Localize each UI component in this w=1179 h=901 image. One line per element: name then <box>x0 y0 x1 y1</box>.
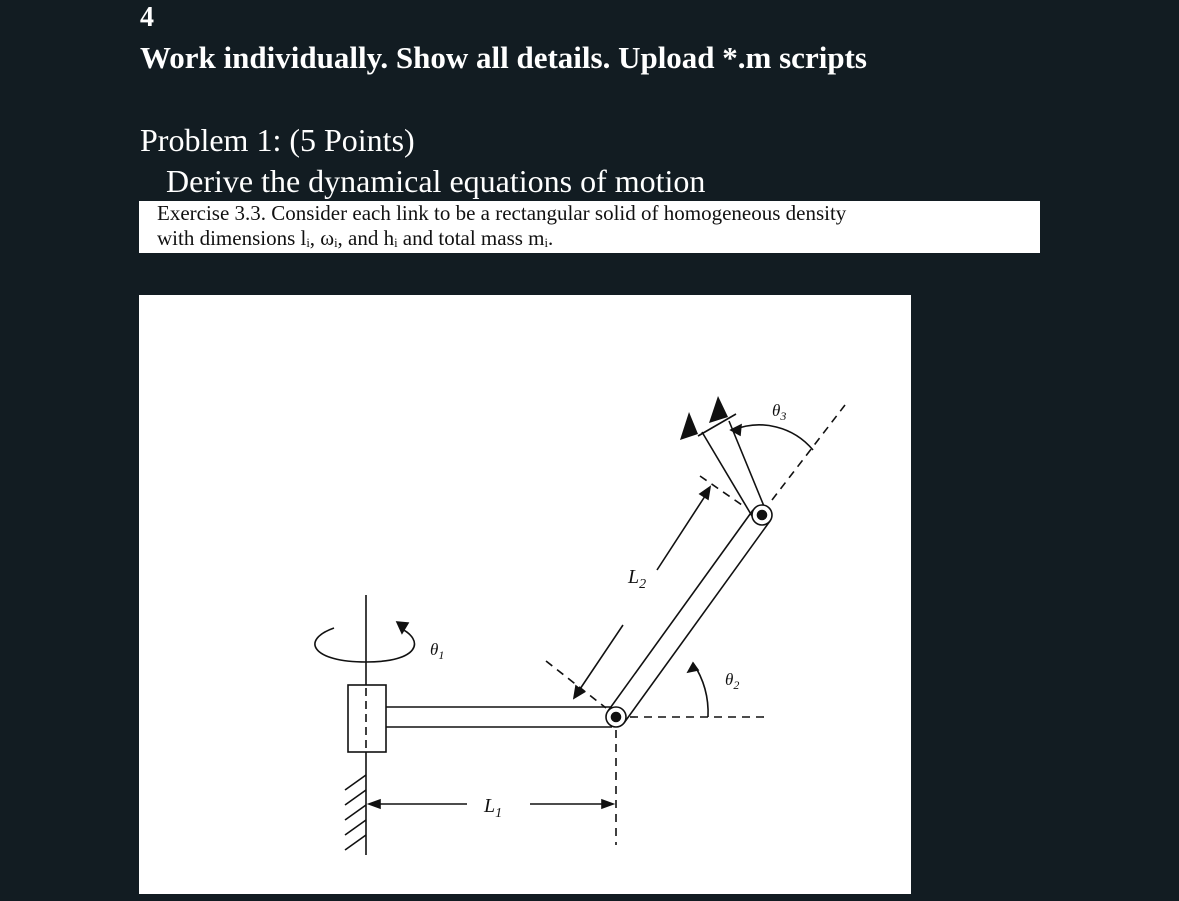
problem-task: Derive the dynamical equations of motion <box>166 163 706 199</box>
link-2 <box>608 510 770 723</box>
l2-label: $L_2$ <box>628 566 647 592</box>
theta1-label: $\theta_1$ <box>430 640 445 662</box>
exercise-line-2: with dimensions lᵢ, ωᵢ, and hᵢ and total mass mᵢ. <box>157 226 554 250</box>
rotation-arrow-theta1 <box>315 628 415 662</box>
instructions-heading: Work individually. Show all details. Upload *.m scripts <box>140 40 867 75</box>
question-number: 4 <box>140 2 154 33</box>
l1-label: $L_1$ <box>484 795 503 821</box>
exercise-line-1: Exercise 3.3. Consider each link to be a rectangular solid of homogeneous density <box>157 201 847 225</box>
link-1 <box>386 707 612 727</box>
link-3 <box>680 396 768 516</box>
joint-3 <box>752 505 772 525</box>
joint-2 <box>606 707 626 727</box>
theta3-arc <box>733 425 813 450</box>
ground-hatch <box>345 775 366 850</box>
theta3-label: $\theta_3$ <box>772 401 787 423</box>
robot-arm-diagram <box>139 295 911 894</box>
theta2-label: $\theta_2$ <box>725 670 740 692</box>
base-block <box>348 685 386 752</box>
exercise-text-box <box>139 201 1040 253</box>
l2-dimension <box>574 487 710 698</box>
problem-title: Problem 1: (5 Points) <box>140 122 415 158</box>
